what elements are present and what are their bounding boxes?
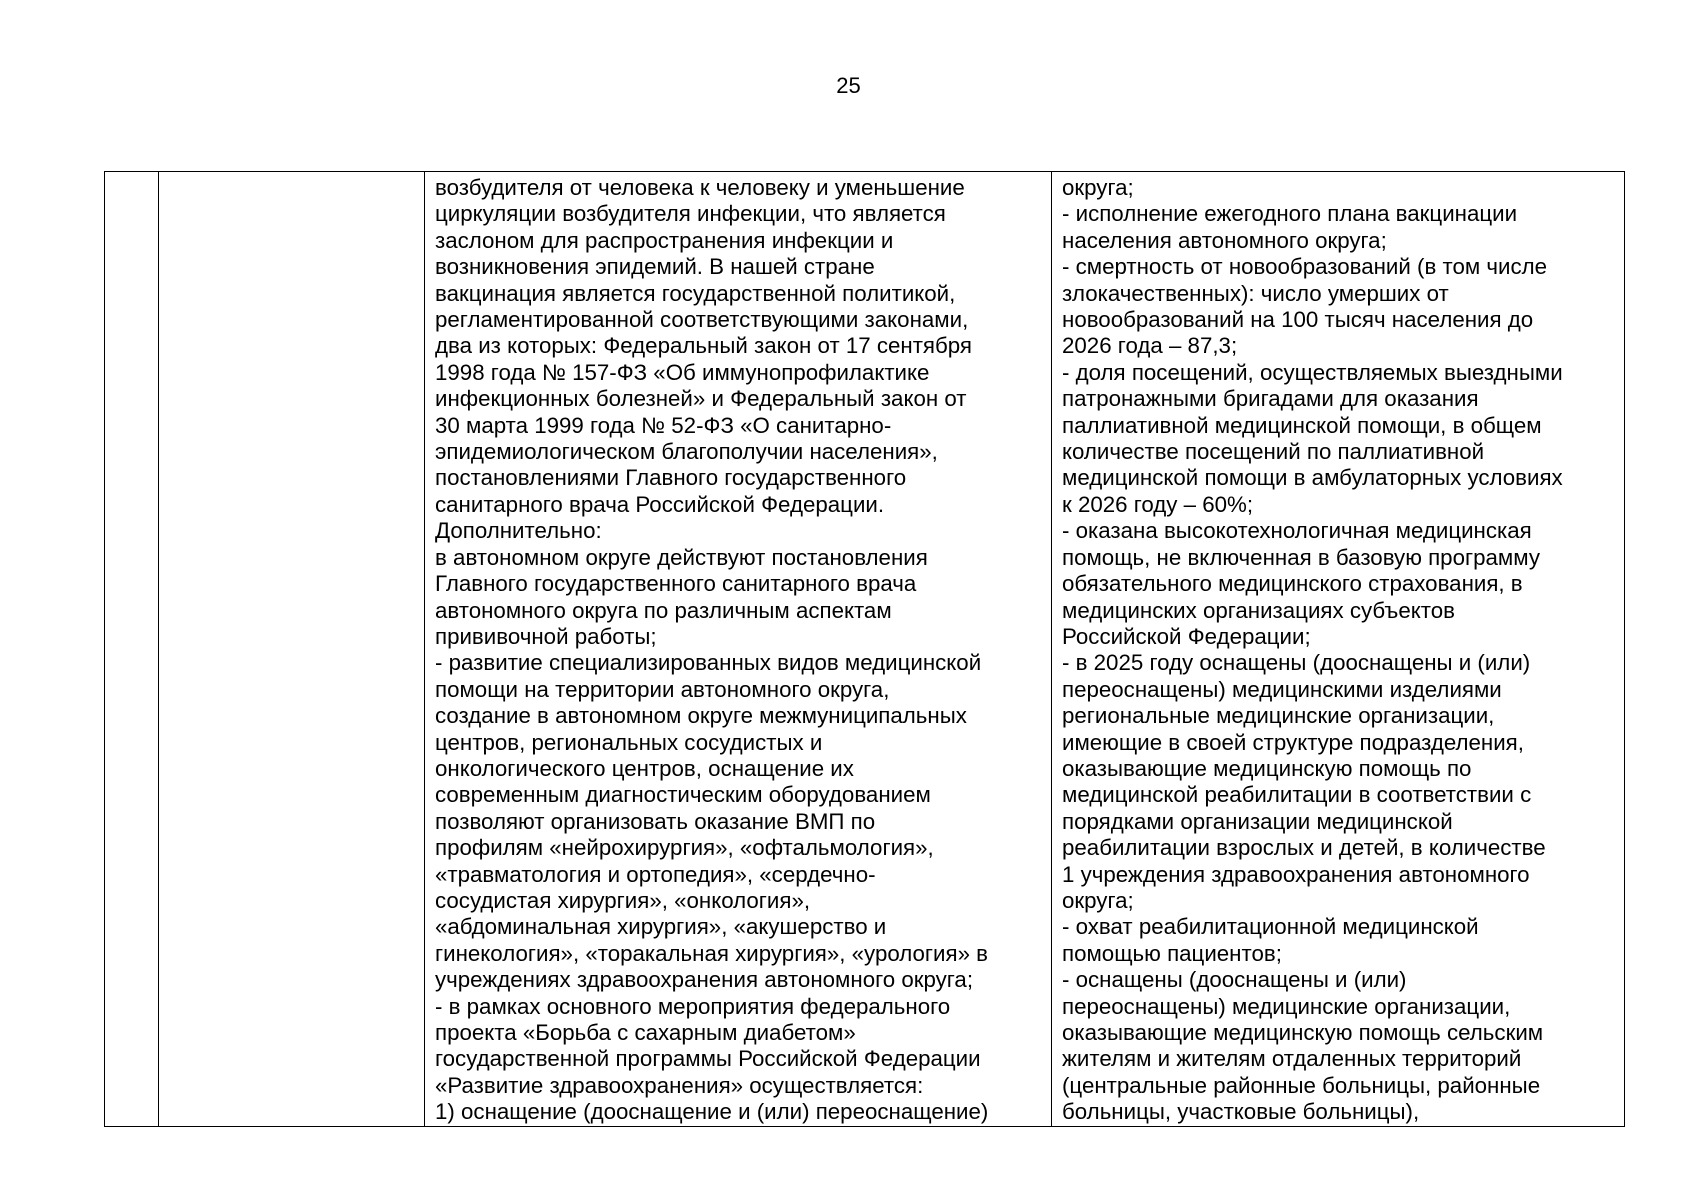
- text-line: - оснащены (дооснащены и (или): [1062, 967, 1407, 993]
- text-line: онкологического центров, оснащение их: [435, 755, 854, 781]
- text-line: заслоном для распространения инфекции и: [435, 227, 894, 253]
- text-line: 1 учреждения здравоохранения автономного: [1062, 861, 1530, 887]
- text-line: - смертность от новообразований (в том числе: [1062, 254, 1548, 280]
- text-line: паллиативной медицинской помощи, в общем: [1062, 412, 1542, 438]
- indicators-text: [1052, 172, 1624, 1126]
- text-line: к 2026 году – 60%;: [1062, 491, 1254, 517]
- table-cell-indicators: [1052, 172, 1625, 1127]
- table-cell-name: [159, 172, 425, 1127]
- content-table: [104, 171, 1625, 1127]
- text-line: количестве посещений по паллиативной: [1062, 439, 1485, 465]
- text-line: два из которых: Федеральный закон от 17 сентября: [435, 333, 972, 359]
- text-line: округа;: [1062, 887, 1134, 913]
- text-line: 30 марта 1999 года № 52-ФЗ «О санитарно-: [435, 412, 892, 438]
- text-line: «Развитие здравоохранения» осуществляется:: [435, 1072, 924, 1098]
- text-line: гинекология», «торакальная хирургия», «урология» в: [435, 940, 989, 966]
- text-line: 1) оснащение (дооснащение и (или) переоснащение): [435, 1099, 989, 1125]
- text-line: в автономном округе действуют постановления: [435, 544, 928, 570]
- text-line: злокачественных): число умерших от: [1062, 280, 1449, 306]
- text-line: - в рамках основного мероприятия федерального: [435, 993, 951, 1019]
- text-line: возникновения эпидемий. В нашей стране: [435, 254, 875, 280]
- text-line: помощи на территории автономного округа,: [435, 676, 890, 702]
- text-line: имеющие в своей структуре подразделения,: [1062, 729, 1524, 755]
- text-line: оказывающие медицинскую помощь сельским: [1062, 1020, 1544, 1045]
- text-line: учреждениях здравоохранения автономного округа;: [435, 967, 974, 993]
- text-line: проекта «Борьба с сахарным диабетом»: [435, 1020, 856, 1045]
- cell-text: [159, 172, 424, 175]
- table-cell-description: [425, 172, 1052, 1127]
- description-text: [425, 172, 1051, 1126]
- text-line: «травматология и ортопедия», «сердечно-: [435, 861, 876, 887]
- text-line: - развитие специализированных видов медицинской: [435, 650, 982, 676]
- text-line: эпидемиологическом благополучии населения»,: [435, 439, 938, 465]
- text-line: инфекционных болезней» и Федеральный закон от: [435, 386, 967, 412]
- text-line: жителям и жителям отдаленных территорий: [1062, 1046, 1522, 1072]
- table-cell-number: [105, 172, 159, 1127]
- text-line: Главного государственного санитарного врача: [435, 571, 917, 597]
- text-line: обязательного медицинского страхования, в: [1062, 571, 1523, 597]
- text-line: Российской Федерации;: [1062, 623, 1311, 649]
- text-line: медицинской помощи в амбулаторных условиях: [1062, 465, 1563, 491]
- text-line: округа;: [1062, 175, 1134, 200]
- text-line: современным диагностическим оборудованием: [435, 782, 931, 808]
- text-line: возбудителя от человека к человеку и уменьшение: [435, 175, 965, 200]
- text-line: оказывающие медицинскую помощь по: [1062, 755, 1472, 781]
- page-number: 25: [836, 73, 861, 98]
- text-line: санитарного врача Российской Федерации.: [435, 491, 885, 517]
- text-line: помощью пациентов;: [1062, 940, 1282, 966]
- text-line: новообразований на 100 тысяч населения до: [1062, 307, 1534, 333]
- text-line: государственной программы Российской Федерации: [435, 1046, 981, 1072]
- text-line: вакцинация является государственной политикой,: [435, 280, 956, 306]
- text-line: центров, региональных сосудистых и: [435, 729, 823, 755]
- text-line: (центральные районные больницы, районные: [1062, 1072, 1541, 1098]
- text-line: медицинских организациях субъектов: [1062, 597, 1455, 623]
- text-line: сосудистая хирургия», «онкология»,: [435, 887, 811, 913]
- text-line: циркуляции возбудителя инфекции, что является: [435, 201, 946, 227]
- text-line: позволяют организовать оказание ВМП по: [435, 808, 876, 834]
- cell-text: [105, 172, 158, 175]
- text-line: создание в автономном округе межмуниципальных: [435, 703, 967, 729]
- text-line: патронажными бригадами для оказания: [1062, 386, 1479, 412]
- text-line: помощь, не включенная в базовую программу: [1062, 544, 1540, 570]
- text-line: «абдоминальная хирургия», «акушерство и: [435, 914, 887, 940]
- text-line: постановлениями Главного государственного: [435, 465, 907, 491]
- text-line: 1998 года № 157-ФЗ «Об иммунопрофилактике: [435, 359, 930, 385]
- text-line: прививочной работы;: [435, 623, 657, 649]
- text-line: порядками организации медицинской: [1062, 808, 1453, 834]
- text-line: - доля посещений, осуществляемых выездными: [1062, 359, 1563, 385]
- text-line: - в 2025 году оснащены (дооснащены и (или): [1062, 650, 1531, 676]
- text-line: - охват реабилитационной медицинской: [1062, 914, 1479, 940]
- text-line: больницы, участковые больницы),: [1062, 1099, 1420, 1125]
- text-line: - оказана высокотехнологичная медицинская: [1062, 518, 1532, 544]
- text-line: переоснащены) медицинскими изделиями: [1062, 676, 1502, 702]
- text-line: 2026 года – 87,3;: [1062, 333, 1238, 359]
- text-line: - исполнение ежегодного плана вакцинации: [1062, 201, 1518, 227]
- table-row: [105, 172, 1625, 1127]
- text-line: Дополнительно:: [435, 518, 602, 544]
- text-line: региональные медицинские организации,: [1062, 703, 1495, 729]
- text-line: профилям «нейрохирургия», «офтальмология»,: [435, 835, 934, 861]
- text-line: населения автономного округа;: [1062, 227, 1387, 253]
- text-line: автономного округа по различным аспектам: [435, 597, 892, 623]
- text-line: медицинской реабилитации в соответствии с: [1062, 782, 1532, 808]
- text-line: реабилитации взрослых и детей, в количестве: [1062, 835, 1546, 861]
- text-line: переоснащены) медицинские организации,: [1062, 993, 1511, 1019]
- text-line: регламентированной соответствующими законами,: [435, 307, 969, 333]
